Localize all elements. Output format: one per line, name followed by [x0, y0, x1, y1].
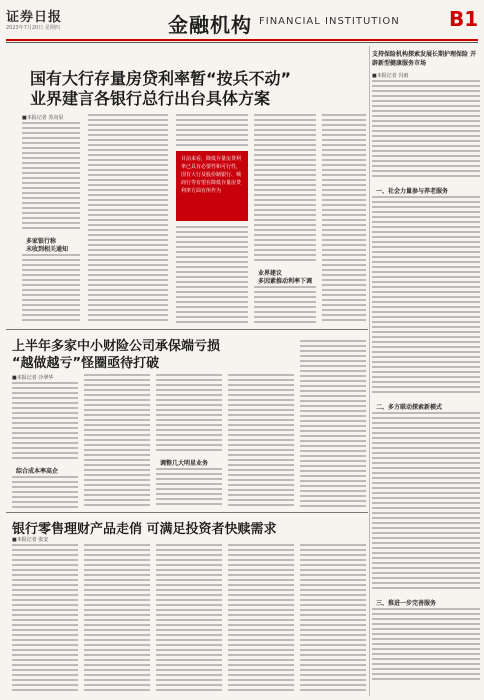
divider-2 [6, 512, 368, 513]
lead-text-col4 [254, 114, 316, 264]
second-headline-line2: “越做越亏”怪圈亟待打破 [12, 356, 160, 371]
second-text-col2 [84, 374, 150, 508]
section-title-english: FINANCIAL INSTITUTION [259, 16, 400, 27]
right-text-block1 [372, 80, 480, 180]
second-text-col4 [228, 374, 294, 508]
divider-1 [6, 329, 368, 330]
column-divider [369, 46, 370, 696]
header-rule-thin [6, 42, 478, 43]
second-byline: ■本报记者 冷翠华 [12, 375, 54, 381]
second-text-col5 [300, 340, 366, 508]
lead-subhead-2: 未收到相关通知 [26, 246, 69, 253]
lead-subhead-4: 多因素推动利率下调 [258, 278, 313, 285]
lead-text-col1b [22, 254, 80, 324]
right-column-title: 支持保险机构探索发展长期护理保险 开辟新型健康服务市场 [372, 51, 477, 67]
right-text-block4 [372, 608, 480, 680]
second-text-col3 [156, 374, 222, 454]
lead-text-col3b [176, 226, 248, 324]
page-header [0, 0, 484, 40]
masthead-date: 2023年7月20日 星期四 [6, 25, 60, 31]
lead-subhead-3: 业界建议 [258, 270, 283, 277]
header-rule [6, 39, 478, 41]
third-byline: ■本报记者 张安 [12, 537, 49, 543]
second-text-col1 [12, 382, 78, 462]
third-text-col4 [228, 544, 294, 694]
third-text-col5 [300, 544, 366, 694]
lead-text-col4b [254, 286, 316, 324]
lead-headline-line1: 国有大行存量房贷利率暂“按兵不动” [30, 69, 292, 88]
pull-quote-box: 目前来看，降低存量房贷利率已具有必要性和可行性，国有大行及股份制银行、城商行等有望在降低存量房贷利率方面有所作为 [176, 151, 248, 221]
lead-headline-line2: 业界建言各银行总行出台具体方案 [30, 89, 271, 108]
third-text-col2 [84, 544, 150, 694]
lead-text-col5 [322, 114, 366, 324]
second-text-col3b [156, 468, 222, 508]
right-column-byline: ■本报记者 冯雨 [372, 73, 409, 79]
right-text-block3 [372, 412, 480, 592]
third-text-col1 [12, 544, 78, 694]
right-subhead-1: 一、社会力量参与养老服务 [376, 188, 449, 195]
second-headline-line1: 上半年多家中小财险公司承保端亏损 [12, 339, 221, 354]
lead-text-col1 [22, 122, 80, 232]
right-text-block2 [372, 196, 480, 396]
section-title: 金融机构 [168, 13, 252, 37]
second-text-col1b [12, 476, 78, 508]
page-number: B1 [449, 7, 479, 31]
third-headline: 银行零售理财产品走俏 可满足投资者快赎需求 [12, 522, 277, 537]
right-subhead-3: 三、推进一步完善服务 [376, 600, 437, 607]
lead-text-col2 [88, 114, 168, 324]
lead-byline: ■本报记者 苏向杲 [22, 115, 64, 121]
lead-text-col3a [176, 114, 248, 148]
third-text-col3 [156, 544, 222, 694]
second-subhead-2: 调整几大明星业务 [160, 460, 209, 467]
lead-subhead-1: 多家银行称 [26, 238, 57, 245]
right-subhead-2: 二、多方联动探索新模式 [376, 404, 443, 411]
masthead-title: 证券日报 [6, 10, 63, 25]
second-subhead-1: 综合成本率高企 [16, 468, 59, 475]
